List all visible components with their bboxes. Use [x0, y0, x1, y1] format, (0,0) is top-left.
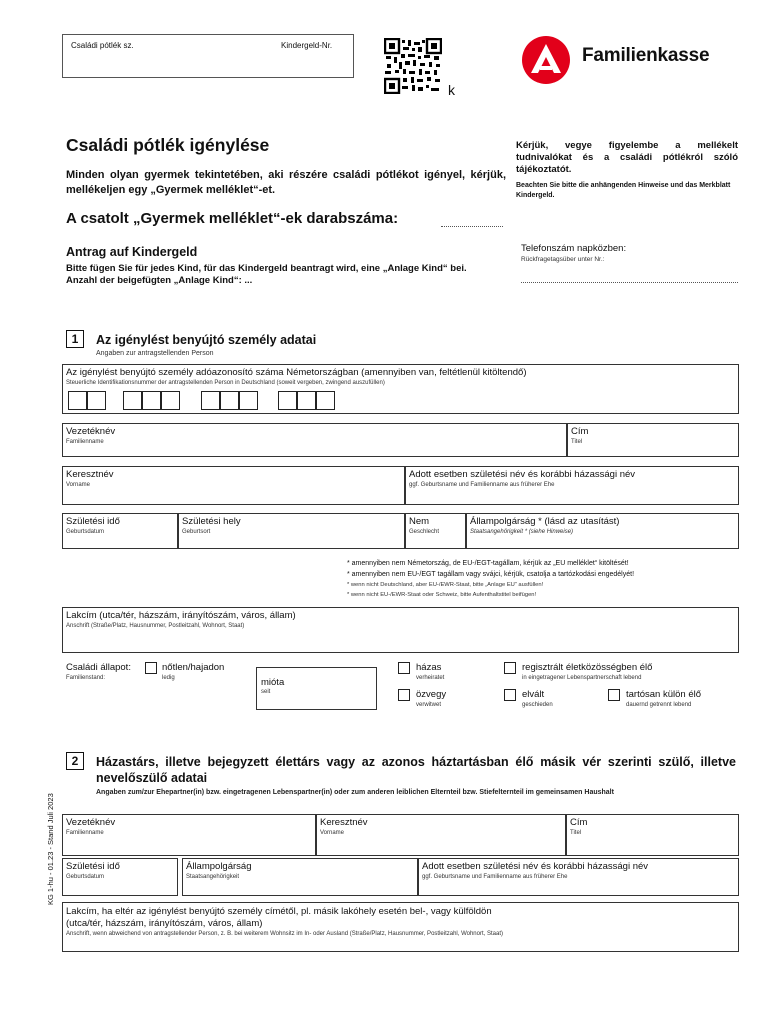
lastname-label-de: Familienname: [66, 439, 104, 445]
partner-birthname-label-de: ggf. Geburtsname und Familienname aus früherer Ehe: [422, 874, 568, 880]
section-2-number: 2: [66, 752, 84, 770]
single-checkbox[interactable]: [145, 662, 157, 674]
lastname-field[interactable]: [62, 423, 567, 457]
partner-birthname-field[interactable]: [418, 858, 739, 896]
birthname-label: Adott esetben születési név és korábbi házassági név: [409, 469, 636, 480]
note-hu: Kérjük, vegye figyelembe a mellékelt tudnivalókat és a családi pótlékról szóló tájékoztatót.: [516, 140, 738, 175]
title-field[interactable]: [567, 423, 739, 457]
section-1-number: 1: [66, 330, 84, 348]
firstname-label-de: Vorname: [66, 482, 91, 488]
pob-label: Születési hely: [182, 516, 241, 527]
annex-count-field[interactable]: [441, 226, 503, 227]
partner-address-label-2: (utca/tér, házszám, irányítószám, város, állam): [66, 918, 263, 929]
section-2-subtitle: Angaben zum/zur Ehepartner(in) bzw. eingetragenen Lebenspartner(in) oder zum anderen leiblichen Elternteil bzw. Stiefelternteil im gemeinsamen Haushalt: [96, 789, 614, 796]
partner-address-label-de: Anschrift, wenn abweichend von antragstellender Person, z. B. bei weiterem Wohnsitz im In- oder Ausland (Straße/Platz, Hausnummer, Postleitzahl, Wohnort, Staat): [66, 931, 503, 937]
tax-id-sub: Steuerliche Identifikationsnummer der antragstellenden Person in Deutschland (soweit vergeben, zwingend auszufüllen): [66, 380, 385, 386]
nationality-label: Állampolgárság * (lásd az utasítást): [470, 516, 620, 527]
widowed-label-de: verwitwet: [416, 702, 442, 708]
tax-id-cell[interactable]: [68, 391, 87, 410]
partner-nationality-field[interactable]: [182, 858, 418, 896]
partnership-label-de: in eingetragener Lebenspartnerschaft lebend: [522, 675, 642, 681]
ba-logo-icon: [521, 35, 571, 85]
single-label-de: ledig: [162, 675, 175, 681]
phone-field[interactable]: [521, 282, 738, 283]
partner-lastname-label: Vezetéknév: [66, 817, 116, 828]
firstname-field[interactable]: [62, 466, 405, 505]
partner-title-field[interactable]: [566, 814, 739, 856]
address-label-de: Anschrift (Straße/Platz, Hausnummer, Postleitzahl, Wohnort, Staat): [66, 623, 245, 629]
married-label: házas: [416, 662, 442, 673]
partner-nationality-label: Állampolgárság: [186, 861, 252, 872]
single-label: nőtlen/hajadon: [162, 662, 225, 673]
dob-label-de: Geburtsdatum: [66, 529, 105, 535]
page-title: Családi pótlék igénylése: [66, 135, 270, 155]
tax-id-cell[interactable]: [220, 391, 239, 410]
partner-dob-label-de: Geburtsdatum: [66, 874, 105, 880]
firstname-label: Keresztnév: [66, 469, 114, 480]
phone-label: Telefonszám napközben:: [521, 243, 627, 254]
field-label-kindergeld: Kindergeld-Nr.: [281, 41, 333, 50]
partnership-checkbox[interactable]: [504, 662, 516, 674]
tax-id-cell[interactable]: [239, 391, 258, 410]
note-non-eu: * amennyiben nem EU-/EGT tagállam vagy svájci, kérjük, csatolja a tartózkodási engedélyét!: [347, 571, 635, 578]
partner-firstname-field[interactable]: [316, 814, 566, 856]
separated-label: tartósan külön élő: [626, 689, 701, 700]
tax-id-cell[interactable]: [278, 391, 297, 410]
marital-label-de: Familienstand:: [66, 675, 106, 681]
married-checkbox[interactable]: [398, 662, 410, 674]
pob-field[interactable]: [178, 513, 405, 549]
address-field[interactable]: [62, 607, 739, 653]
sex-label-de: Geschlecht: [409, 529, 440, 535]
note-eu-de: * wenn nicht Deutschland, aber EU-/EWR-Staat, bitte „Anlage EU“ ausfüllen!: [347, 582, 544, 588]
dob-field[interactable]: [62, 513, 178, 549]
brand-name: Familienkasse: [582, 45, 710, 66]
qr-suffix: k: [448, 82, 455, 98]
phone-label-de: Rückfragetagsüber unter Nr.:: [521, 256, 605, 263]
field-label-csaladi: Családi pótlék sz.: [71, 41, 134, 50]
instruction-de: Bitte fügen Sie für jedes Kind, für das Kindergeld beantragt wird, eine „Anlage Kind“ bei.: [66, 263, 467, 274]
section-1-subtitle: Angaben zur antragstellenden Person: [96, 350, 214, 357]
widowed-checkbox[interactable]: [398, 689, 410, 701]
section-2-title: Házastárs, illetve bejegyzett élettárs vagy az azonos háztartásban élő másik vér szerinti szülő, illetve nevelőszülő adatai: [96, 755, 736, 785]
nationality-field[interactable]: [466, 513, 739, 549]
since-label-de: seit: [261, 689, 271, 695]
tax-id-cell[interactable]: [161, 391, 180, 410]
annex-count-de: Anzahl der beigefügten „Anlage Kind“: ...: [66, 275, 253, 286]
divorced-label-de: geschieden: [522, 702, 553, 708]
partner-nationality-label-de: Staatsangehörigkeit: [186, 874, 240, 880]
widowed-label: özvegy: [416, 689, 447, 700]
separated-label-de: dauernd getrennt lebend: [626, 702, 692, 708]
since-field[interactable]: [256, 667, 377, 710]
tax-id-label: Az igénylést benyújtó személy adóazonosító száma Németországban (amennyiben van, feltétlenül kitöltendő): [66, 367, 527, 378]
title-label-de: Titel: [571, 439, 583, 445]
marital-label: Családi állapot:: [66, 662, 131, 673]
nationality-label-de: Staatsangehörigkeit * (siehe Hinweise): [470, 529, 574, 535]
address-label: Lakcím (utca/tér, házszám, irányítószám, város, állam): [66, 610, 296, 621]
instruction-hu: Minden olyan gyermek tekintetében, aki részére családi pótlékot igényel, kérjük, mellékeljen egy „Gyermek melléklet“-et.: [66, 169, 506, 196]
partner-lastname-label-de: Familienname: [66, 830, 104, 836]
title-de: Antrag auf Kindergeld: [66, 245, 198, 259]
partner-title-label-de: Titel: [570, 830, 582, 836]
tax-id-cell[interactable]: [142, 391, 161, 410]
title-label: Cím: [571, 426, 589, 437]
partner-firstname-label: Keresztnév: [320, 817, 368, 828]
partner-address-label: Lakcím, ha eltér az igénylést benyújtó személy címétől, pl. másik lakóhely esetén bel-, vagy külföldön: [66, 906, 492, 917]
partner-address-field[interactable]: [62, 902, 739, 952]
partner-lastname-field[interactable]: [62, 814, 316, 856]
birthname-field[interactable]: [405, 466, 739, 505]
note-non-eu-de: * wenn nicht EU-/EWR-Staat oder Schweiz, bitte Aufenthaltstitel beifügen!: [347, 592, 537, 598]
divorced-label: elvált: [522, 689, 545, 700]
partner-birthname-label: Adott esetben születési név és korábbi házassági név: [422, 861, 649, 872]
dob-label: Születési idő: [66, 516, 120, 527]
tax-id-cell[interactable]: [201, 391, 220, 410]
partner-dob-label: Születési idő: [66, 861, 120, 872]
married-label-de: verheiratet: [416, 675, 445, 681]
birthname-label-de: ggf. Geburtsname und Familienname aus früherer Ehe: [409, 482, 555, 488]
sex-field[interactable]: [405, 513, 466, 549]
tax-id-cell[interactable]: [123, 391, 142, 410]
sex-label: Nem: [409, 516, 430, 527]
tax-id-cell[interactable]: [297, 391, 316, 410]
tax-id-cell[interactable]: [87, 391, 106, 410]
tax-id-cell[interactable]: [316, 391, 335, 410]
form-code: KG 1-hu - 01.23 - Stand Juli 2023: [46, 793, 55, 905]
partner-firstname-label-de: Vorname: [320, 830, 345, 836]
partnership-label: regisztrált életközösségben élő: [522, 662, 653, 673]
section-1-title: Az igénylést benyújtó személy adatai: [96, 333, 317, 347]
annex-count-heading[interactable]: A csatolt „Gyermek melléklet“-ek darabszáma:: [66, 210, 399, 227]
partner-dob-field[interactable]: [62, 858, 178, 896]
note-de: Beachten Sie bitte die anhängenden Hinweise und das Merkblatt Kindergeld.: [516, 182, 731, 199]
lastname-label: Vezetéknév: [66, 426, 116, 437]
qr-code: [384, 38, 442, 94]
kindergeld-number-field[interactable]: [62, 34, 354, 78]
since-label: mióta: [261, 677, 285, 688]
separated-checkbox[interactable]: [608, 689, 620, 701]
pob-label-de: Geburtsort: [182, 529, 211, 535]
note-eu: * amennyiben nem Németország, de EU-/EGT-tagállam, kérjük az „EU melléklet“ kitöltését!: [347, 560, 629, 567]
partner-title-label: Cím: [570, 817, 588, 828]
divorced-checkbox[interactable]: [504, 689, 516, 701]
